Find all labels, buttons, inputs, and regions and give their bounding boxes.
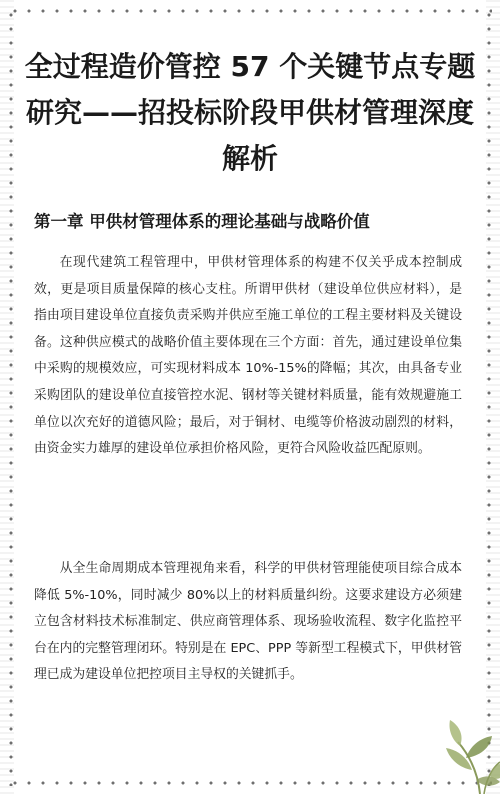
top-dotted-border bbox=[8, 8, 492, 14]
document-title: 全过程造价管控 57 个关键节点专题研究——招投标阶段甲供材管理深度解析 bbox=[24, 50, 476, 175]
right-stripe-decoration bbox=[486, 0, 500, 794]
bottom-dotted-border bbox=[8, 780, 492, 786]
body-paragraph-2: 从全生命周期成本管理视角来看，科学的甲供材管理能使项目综合成本降低 5%-10%，同时减少 80%以上的材料质量纠纷。这要求建设方必须建立包含材料技术标准制定、供应商管理体系、现场验收流程、数字化监控平台在内的完整管理闭环。特别是在 EPC、PPP 等新型工程模式下，甲供材管理已成为建设单位把控项目主导权的关键抓手。 bbox=[34, 561, 462, 683]
chapter-heading: 第一章 甲供材管理体系的理论基础与战略价值 bbox=[34, 212, 370, 231]
left-stripe-decoration bbox=[0, 0, 14, 794]
body-paragraph-1: 在现代建筑工程管理中，甲供材管理体系的构建不仅关乎成本控制成效，更是项目质量保障的核心支柱。所谓甲供材（建设单位供应材料），是指由项目建设单位直接负责采购并供应至施工单位的工程主要材料及关键设备。这种供应模式的战略价值主要体现在三个方面：首先，通过建设单位集中采购的规模效应，可实现材料成本 10%-15%的降幅；其次，由具备专业采购团队的建设单位直接管控水泥、钢材等关键材料质量，能有效规避施工单位以次充好的道德风险；最后，对于铜材、电缆等价格波动剧烈的材料，由资金实力雄厚的建设单位承担价格风险，更符合风险收益匹配原则。 bbox=[34, 255, 462, 457]
